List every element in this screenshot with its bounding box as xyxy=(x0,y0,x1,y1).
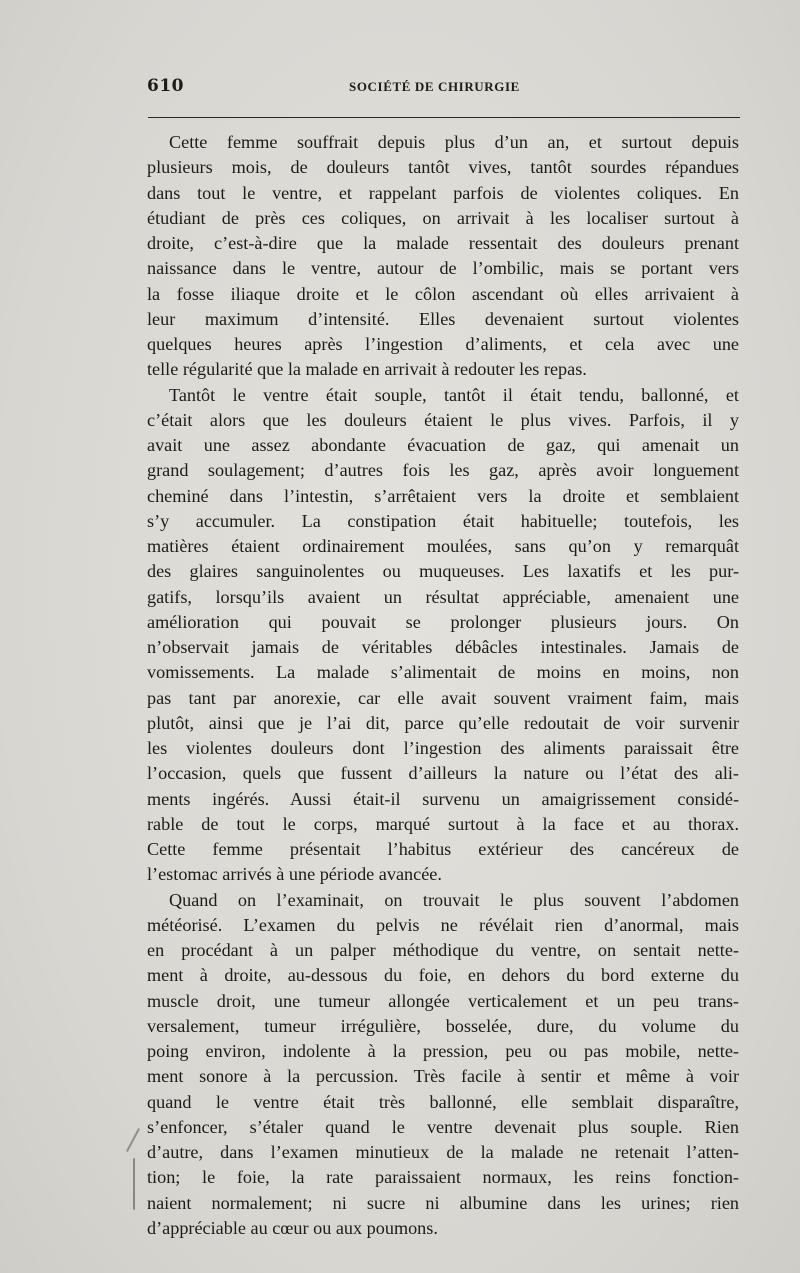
text-line: plusieurs mois, de douleurs tantôt vives, tantôt sourdes répandues xyxy=(147,157,739,178)
header-rule xyxy=(148,117,740,118)
text-line: telle régularité que la malade en arrivait à redouter les repas. xyxy=(147,359,587,380)
text-line: s’enfoncer, s’étaler quand le ventre devenait plus souple. Rien xyxy=(147,1116,739,1137)
text-line: plutôt, ainsi que je l’ai dit, parce qu’elle redoutait de voir survenir xyxy=(147,712,739,733)
text-line: l’occasion, quels que fussent d’ailleurs la nature ou l’état des ali- xyxy=(147,763,739,784)
text-line: la fosse iliaque droite et le côlon ascendant où elles arrivaient à xyxy=(147,283,739,304)
text-line: c’était alors que les douleurs étaient le plus vives. Parfois, il y xyxy=(147,409,739,430)
text-line: droite, c’est-à-dire que la malade ressentait des douleurs prenant xyxy=(147,233,739,253)
text-line: n’observait jamais de véritables débâcles intestinales. Jamais de xyxy=(147,637,739,657)
text-line: rable de tout le corps, marqué surtout à la face et au thorax. xyxy=(147,813,739,834)
text-line: quelques heures après l’ingestion d’aliments, et cela avec une xyxy=(147,334,739,354)
text-line: ment sonore à la percussion. Très facile à sentir et même à voir xyxy=(147,1066,739,1087)
text-line: étudiant de près ces coliques, on arrivait à les localiser surtout à xyxy=(147,207,739,228)
text-line: amélioration qui pouvait se prolonger plusieurs jours. On xyxy=(147,611,739,632)
text-line: Quand on l’examinait, on trouvait le plus souvent l’abdomen xyxy=(169,889,739,910)
text-line: versalement, tumeur irrégulière, bosselée, dure, du volume du xyxy=(147,1015,739,1036)
text-line: Tantôt le ventre était souple, tantôt il était tendu, ballonné, et xyxy=(169,384,739,405)
text-line: des glaires sanguinolentes ou muqueuses. Les laxatifs et les pur- xyxy=(147,561,739,582)
text-line: poing environ, indolente à la pression, peu ou pas mobile, nette- xyxy=(147,1041,739,1061)
text-line: naissance dans le ventre, autour de l’ombilic, mais se portant vers xyxy=(147,258,739,279)
text-line: météorisé. L’examen du pelvis ne révélait rien d’anormal, mais xyxy=(147,914,739,935)
text-line: d’appréciable au cœur ou aux poumons. xyxy=(147,1217,438,1238)
text-line: Cette femme souffrait depuis plus d’un an, et surtout depuis xyxy=(169,132,739,152)
text-line: l’estomac arrivés à une période avancée. xyxy=(147,864,442,885)
text-line: Cette femme présentait l’habitus extérieur des cancéreux de xyxy=(147,839,739,859)
text-line: ments ingérés. Aussi était-il survenu un amaigrissement considé- xyxy=(147,788,739,809)
text-line: d’autre, dans l’examen minutieux de la malade ne retenait l’atten- xyxy=(147,1142,739,1162)
page-header xyxy=(147,76,739,102)
text-line: muscle droit, une tumeur allongée verticalement et un peu trans- xyxy=(147,990,739,1011)
text-line: dans tout le ventre, et rappelant parfois de violentes coliques. En xyxy=(147,182,739,203)
margin-pencil-bar xyxy=(133,1158,135,1210)
text-line: vomissements. La malade s’alimentait de moins en moins, non xyxy=(147,662,739,683)
text-line: s’y accumuler. La constipation était habituelle; toutefois, les xyxy=(147,510,739,531)
page-number: 610 xyxy=(147,76,184,96)
text-line: quand le ventre était très ballonné, elle semblait disparaître, xyxy=(147,1091,739,1112)
text-line: cheminé dans l’intestin, s’arrêtaient vers la droite et semblaient xyxy=(147,485,739,506)
text-line: avait une assez abondante évacuation de gaz, qui amenait un xyxy=(147,435,739,455)
text-line: en procédant à un palper méthodique du ventre, on sentait nette- xyxy=(147,940,739,960)
text-line: leur maximum d’intensité. Elles devenaient surtout violentes xyxy=(147,308,739,329)
text-line: les violentes douleurs dont l’ingestion des aliments paraissait être xyxy=(147,738,739,758)
text-line: tion; le foie, la rate paraissaient normaux, les reins fonction- xyxy=(147,1167,739,1188)
text-line: gatifs, lorsqu’ils avaient un résultat appréciable, amenaient une xyxy=(147,586,739,607)
text-line: pas tant par anorexie, car elle avait souvent vraiment faim, mais xyxy=(147,687,739,708)
body-text xyxy=(147,130,739,1241)
running-title: SOCIÉTÉ DE CHIRURGIE xyxy=(349,79,520,94)
text-line: naient normalement; ni sucre ni albumine dans les urines; rien xyxy=(147,1192,739,1213)
text-line: grand soulagement; d’autres fois les gaz, après avoir longuement xyxy=(147,460,739,481)
margin-pencil-mark xyxy=(126,1128,140,1152)
text-line: ment à droite, au-dessous du foie, en dehors du bord externe du xyxy=(147,965,739,986)
text-line: matières étaient ordinairement moulées, sans qu’on y remarquât xyxy=(147,536,739,556)
